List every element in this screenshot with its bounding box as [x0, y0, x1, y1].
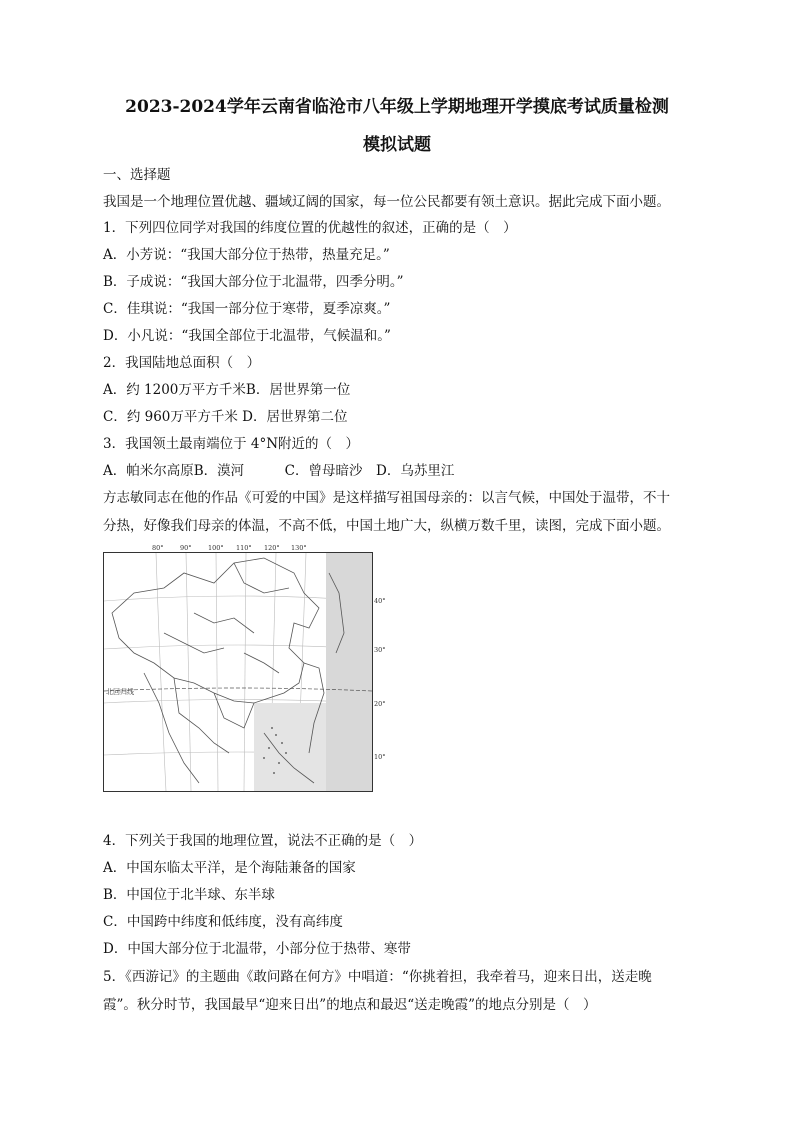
lon-label-110: 110°: [236, 544, 252, 552]
pacific-ocean: [326, 553, 372, 791]
question-2: 2．我国陆地总面积（ ）: [103, 355, 261, 371]
tropic-of-cancer-label: 北回归线: [106, 688, 134, 696]
question-4-option-d: D．中国大部分位于北温带，小部分位于热带、寒带: [103, 941, 411, 957]
question-3: 3．我国领土最南端位于 4°N附近的（ ）: [103, 436, 360, 452]
intro-text-2a: 方志敏同志在他的作品《可爱的中国》是这样描写祖国母亲的：以言气候，中国处于温带，不十: [103, 490, 670, 506]
question-4-option-b: B．中国位于北半球、东半球: [103, 887, 275, 903]
lon-label-130: 130°: [291, 544, 307, 552]
question-1-option-b: B．子成说：“我国大部分位于北温带，四季分明。”: [103, 274, 404, 290]
question-4: 4．下列关于我国的地理位置，说法不正确的是（ ）: [103, 833, 423, 849]
south-china-sea: [254, 703, 326, 791]
intro-text-1: 我国是一个地理位置优越、疆域辽阔的国家，每一位公民都要有领土意识。据此完成下面小题。: [103, 194, 670, 210]
lat-label-10: 10°: [374, 753, 386, 761]
question-1: 1．下列四位同学对我国的纬度位置的优越性的叙述，正确的是（ ）: [103, 220, 517, 236]
china-map-figure: [103, 552, 373, 792]
lon-label-100: 100°: [208, 544, 224, 552]
section-heading: 一、选择题: [103, 167, 171, 183]
question-1-option-d: D．小凡说：“我国全部位于北温带，气候温和。”: [103, 328, 391, 344]
question-2-options-cd: C．约 960万平方千米 D．居世界第二位: [103, 409, 348, 425]
question-4-option-a: A．中国东临太平洋，是个海陆兼备的国家: [103, 860, 356, 876]
page-title: 2023-2024学年云南省临沧市八年级上学期地理开学摸底考试质量检测: [125, 97, 669, 117]
lon-label-120: 120°: [264, 544, 280, 552]
question-4-option-c: C．中国跨中纬度和低纬度，没有高纬度: [103, 914, 343, 930]
lat-label-30: 30°: [374, 646, 386, 654]
question-5-line-2: 霞”。秋分时节，我国最早“迎来日出”的地点和最迟“送走晚霞”的地点分别是（ ）: [103, 997, 597, 1013]
question-1-option-a: A．小芳说：“我国大部分位于热带，热量充足。”: [103, 247, 390, 263]
question-2-options-ab: A．约 1200万平方千米B．居世界第一位: [103, 382, 351, 398]
lat-label-20: 20°: [374, 700, 386, 708]
lon-label-90: 90°: [180, 544, 192, 552]
map-svg: [104, 553, 372, 791]
question-3-options: A．帕米尔高原B．漠河 C．曾母暗沙 D．乌苏里江: [103, 463, 455, 479]
page-subtitle: 模拟试题: [363, 135, 431, 155]
question-1-option-c: C．佳琪说：“我国一部分位于寒带，夏季凉爽。”: [103, 301, 391, 317]
question-5-line-1: 5．《西游记》的主题曲《敢问路在何方》中唱道：“你挑着担，我牵着马，迎来日出，送走晚: [103, 969, 652, 985]
intro-text-2b: 分热，好像我们母亲的体温，不高不低，中国土地广大，纵横万数千里，读图，完成下面小题。: [103, 518, 670, 534]
lon-label-80: 80°: [152, 544, 164, 552]
lat-label-40: 40°: [374, 597, 386, 605]
